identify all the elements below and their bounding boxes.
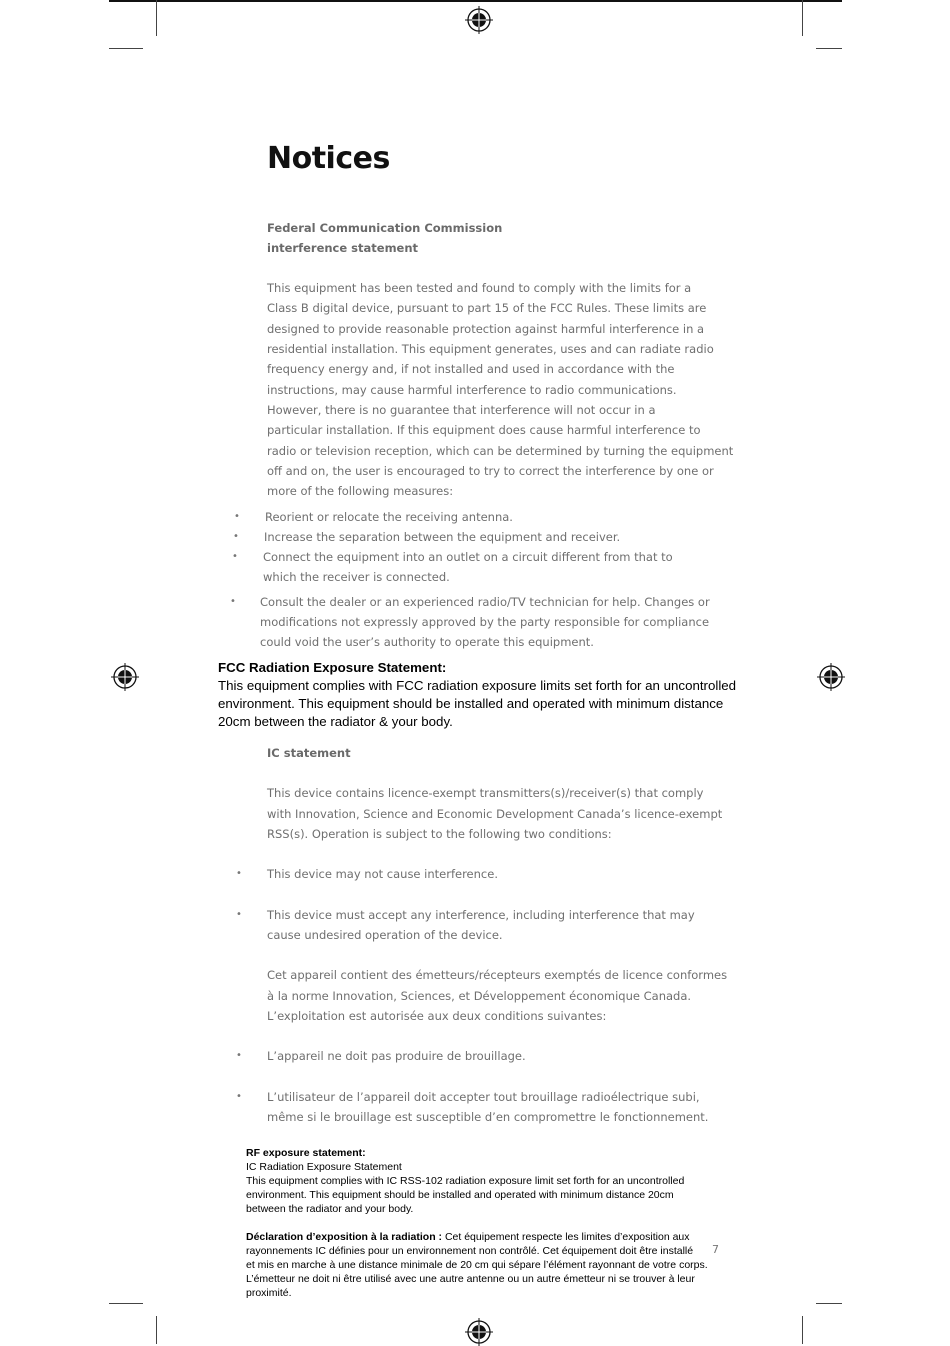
bullet-icon: • <box>236 1091 242 1102</box>
bullet-icon: • <box>236 909 242 920</box>
fcc-body-line: This equipment has been tested and found to comply with the limits for a <box>267 281 692 295</box>
list-item: Increase the separation between the equipment and receiver. <box>264 530 621 544</box>
crop-mark <box>816 1303 842 1304</box>
crop-mark <box>109 1303 143 1304</box>
list-item: L’appareil ne doit pas produire de brouillage. <box>267 1049 526 1063</box>
registration-mark-icon <box>111 663 139 691</box>
rf-fr-heading: Déclaration d’exposition à la radiation : <box>246 1231 443 1243</box>
fcc-heading-line: interference statement <box>267 241 419 255</box>
fcc-body-line: particular installation. If this equipment does cause harmful interference to <box>267 423 701 437</box>
fcc-body-line: radio or television reception, which can be determined by turning the equipment <box>267 444 734 458</box>
rf-fr-line: et mis en marche à une distance minimale de 20 cm qui sépare l’élément rayonnant de votre corps. <box>246 1259 708 1271</box>
crop-mark <box>802 1316 803 1344</box>
registration-mark-icon <box>465 6 493 34</box>
top-border <box>109 0 842 2</box>
fcc-body-line: off and on, the user is encouraged to try to correct the interference by one or <box>267 464 714 478</box>
ic-body-line: This device contains licence-exempt transmitters(s)/receiver(s) that comply <box>267 786 704 800</box>
rf-fr-line: proximité. <box>246 1287 292 1299</box>
rf-fr-line: rayonnements IC définies pour un environnement non contrôlé. Cet équipement doit être installé <box>246 1245 694 1257</box>
list-item: modifications not expressly approved by the party responsible for compliance <box>260 615 710 629</box>
crop-mark <box>156 0 157 36</box>
list-item: This device may not cause interference. <box>267 867 498 881</box>
rf-line: environment. This equipment should be installed and operated with minimum distance 20cm <box>246 1189 674 1201</box>
fcc-body-line: instructions, may cause harmful interference to radio communications. <box>267 383 677 397</box>
radiation-line: 20cm between the radiator & your body. <box>218 714 453 729</box>
list-item: which the receiver is connected. <box>263 570 450 584</box>
radiation-line: This equipment complies with FCC radiation exposure limits set forth for an uncontrolled <box>218 678 737 693</box>
list-item: This device must accept any interference, including interference that may <box>267 908 695 922</box>
crop-mark <box>109 48 143 49</box>
list-item: L’utilisateur de l’appareil doit accepter tout brouillage radioélectrique subi, <box>267 1090 700 1104</box>
rf-fr-line: L’émetteur ne doit ni être utilisé avec une autre antenne ou un autre émetteur ni se trouver à leur <box>246 1273 695 1285</box>
list-item: Connect the equipment into an outlet on a circuit different from that to <box>263 550 673 564</box>
rf-line: between the radiator and your body. <box>246 1203 414 1215</box>
fcc-body-line: more of the following measures: <box>267 484 454 498</box>
fcc-body-line: residential installation. This equipment generates, uses and can radiate radio <box>267 342 714 356</box>
fcc-heading-line: Federal Communication Commission <box>267 221 503 235</box>
rf-heading: RF exposure statement: <box>246 1147 366 1159</box>
bullet-icon: • <box>234 511 240 522</box>
bullet-icon: • <box>232 551 238 562</box>
bullet-icon: • <box>236 1050 242 1061</box>
rf-fr-line: Cet équipement respecte les limites d’exposition aux <box>442 1231 690 1243</box>
fcc-body-line: designed to provide reasonable protection against harmful interference in a <box>267 322 705 336</box>
fcc-body-line: frequency energy and, if not installed and used in accordance with the <box>267 362 675 376</box>
ic-body-line: RSS(s). Operation is subject to the following two conditions: <box>267 827 612 841</box>
crop-mark <box>156 1316 157 1344</box>
bullet-icon: • <box>236 868 242 879</box>
rf-subheading: IC Radiation Exposure Statement <box>246 1161 402 1173</box>
fr-body-line: L’exploitation est autorisée aux deux conditions suivantes: <box>267 1009 607 1023</box>
radiation-heading: FCC Radiation Exposure Statement: <box>218 660 447 675</box>
page-number: 7 <box>712 1243 719 1256</box>
registration-mark-icon <box>465 1318 493 1346</box>
list-item: Reorient or relocate the receiving antenna. <box>265 510 513 524</box>
fr-body-line: à la norme Innovation, Sciences, et Développement économique Canada. <box>267 989 692 1003</box>
list-item: could void the user’s authority to operate this equipment. <box>260 635 594 649</box>
radiation-line: environment. This equipment should be installed and operated with minimum distance <box>218 696 724 711</box>
list-item: cause undesired operation of the device. <box>267 928 503 942</box>
rf-line: This equipment complies with IC RSS-102 radiation exposure limit set forth for an uncontrolled <box>246 1175 685 1187</box>
fr-body-line: Cet appareil contient des émetteurs/récepteurs exemptés de licence conformes <box>267 968 728 982</box>
crop-mark <box>816 48 842 49</box>
ic-heading: IC statement <box>267 746 351 760</box>
list-item: Consult the dealer or an experienced radio/TV technician for help. Changes or <box>260 595 710 609</box>
list-item: même si le brouillage est susceptible d’en compromettre le fonctionnement. <box>267 1110 709 1124</box>
ic-body-line: with Innovation, Science and Economic Development Canada’s licence-exempt <box>267 807 723 821</box>
crop-mark <box>802 0 803 36</box>
registration-mark-icon <box>817 663 845 691</box>
bullet-icon: • <box>230 596 236 607</box>
fcc-body-line: However, there is no guarantee that interference will not occur in a <box>267 403 656 417</box>
bullet-icon: • <box>233 531 239 542</box>
fcc-body-line: Class B digital device, pursuant to part 15 of the FCC Rules. These limits are <box>267 301 707 315</box>
page-title: Notices <box>267 141 390 176</box>
rf-fr-line-first <box>246 1230 690 1244</box>
